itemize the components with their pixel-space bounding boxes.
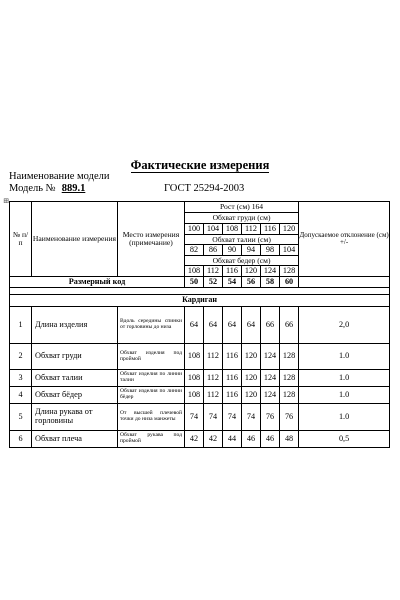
row-tolerance: 1.0 — [299, 387, 390, 404]
row-tolerance: 1.0 — [299, 404, 390, 431]
row-value: 64 — [204, 307, 223, 344]
table-move-handle-icon: ⊞ — [3, 197, 9, 205]
size-code-tolerance-empty — [299, 277, 390, 288]
model-number-label: Модель № — [9, 183, 56, 194]
row-value: 46 — [261, 431, 280, 448]
header-tolerance: Допускаемое отклонение (см) +/- — [299, 202, 390, 277]
table-row — [10, 370, 390, 387]
row-value: 64 — [223, 307, 242, 344]
size-code: 60 — [280, 277, 299, 288]
row-value: 112 — [204, 387, 223, 404]
row-value: 112 — [204, 370, 223, 387]
row-value: 74 — [185, 404, 204, 431]
row-place: От высшей плечевой точки до низа манжеты — [118, 404, 185, 431]
waist-value: 104 — [280, 245, 299, 256]
row-tolerance: 1.0 — [299, 344, 390, 370]
section-row — [10, 295, 390, 307]
hips-value: 108 — [185, 266, 204, 277]
row-value: 48 — [280, 431, 299, 448]
row-value: 76 — [261, 404, 280, 431]
row-tolerance: 1.0 — [299, 370, 390, 387]
model-name-label: Наименование модели — [9, 171, 110, 182]
size-code: 54 — [223, 277, 242, 288]
hips-value: 116 — [223, 266, 242, 277]
model-number: 889.1 — [61, 183, 86, 194]
row-number: 4 — [10, 387, 32, 404]
hips-value: 120 — [242, 266, 261, 277]
row-value: 112 — [204, 344, 223, 370]
row-value: 108 — [185, 344, 204, 370]
chest-value: 104 — [204, 224, 223, 235]
chest-value: 108 — [223, 224, 242, 235]
row-value: 74 — [242, 404, 261, 431]
row-value: 124 — [261, 370, 280, 387]
hips-value: 128 — [280, 266, 299, 277]
hips-value: 112 — [204, 266, 223, 277]
model-number-line — [9, 183, 399, 194]
section-label: Кардиган — [10, 295, 390, 307]
row-name: Обхват талии — [32, 370, 118, 387]
row-number: 3 — [10, 370, 32, 387]
header-place: Место измерения (примечание) — [118, 202, 185, 277]
spacer-row — [10, 288, 390, 295]
waist-value: 82 — [185, 245, 204, 256]
table-row — [10, 431, 390, 448]
row-name: Обхват бёдер — [32, 387, 118, 404]
header-height: Рост (см) 164 — [185, 202, 299, 213]
header-hips: Обхват бедер (см) — [185, 256, 299, 266]
table-row — [10, 404, 390, 431]
row-name: Обхват плеча — [32, 431, 118, 448]
header-waist: Обхват талии (см) — [185, 235, 299, 245]
header-name: Наименование измерения — [32, 202, 118, 277]
chest-value: 100 — [185, 224, 204, 235]
row-place: Обхват изделия по линии бёдер — [118, 387, 185, 404]
row-tolerance: 2,0 — [299, 307, 390, 344]
size-code: 58 — [261, 277, 280, 288]
row-value: 74 — [204, 404, 223, 431]
row-value: 46 — [242, 431, 261, 448]
size-code-row — [10, 277, 390, 288]
hips-value: 124 — [261, 266, 280, 277]
row-value: 108 — [185, 370, 204, 387]
row-value: 124 — [261, 387, 280, 404]
row-place: Обхват рукава под проймой — [118, 431, 185, 448]
gost-standard: ГОСТ 25294-2003 — [164, 183, 245, 194]
row-place: Вдоль середины спинки от горловины до низа — [118, 307, 185, 344]
chest-value: 116 — [261, 224, 280, 235]
row-value: 128 — [280, 387, 299, 404]
header-chest: Обхват груди (см) — [185, 213, 299, 224]
row-value: 76 — [280, 404, 299, 431]
row-name: Обхват груди — [32, 344, 118, 370]
row-place: Обхват изделия под проймой — [118, 344, 185, 370]
spacer-cell — [10, 288, 390, 295]
row-place: Обхват изделия по линии талии — [118, 370, 185, 387]
row-value: 120 — [242, 344, 261, 370]
document-title-text: Фактические измерения — [130, 158, 270, 172]
row-value: 42 — [204, 431, 223, 448]
row-name: Длина изделия — [32, 307, 118, 344]
row-value: 44 — [223, 431, 242, 448]
row-tolerance: 0,5 — [299, 431, 390, 448]
row-value: 108 — [185, 387, 204, 404]
chest-value: 120 — [280, 224, 299, 235]
size-code: 56 — [242, 277, 261, 288]
waist-value: 86 — [204, 245, 223, 256]
row-number: 5 — [10, 404, 32, 431]
row-value: 120 — [242, 387, 261, 404]
chest-value: 112 — [242, 224, 261, 235]
row-value: 42 — [185, 431, 204, 448]
row-value: 120 — [242, 370, 261, 387]
row-value: 66 — [280, 307, 299, 344]
waist-value: 98 — [261, 245, 280, 256]
header-row-number: № п/ п — [10, 202, 32, 277]
table-row — [10, 387, 390, 404]
row-value: 128 — [280, 344, 299, 370]
row-value: 66 — [261, 307, 280, 344]
size-code: 50 — [185, 277, 204, 288]
row-value: 64 — [242, 307, 261, 344]
row-value: 116 — [223, 370, 242, 387]
row-value: 64 — [185, 307, 204, 344]
waist-value: 90 — [223, 245, 242, 256]
size-code: 52 — [204, 277, 223, 288]
row-value: 116 — [223, 387, 242, 404]
row-number: 2 — [10, 344, 32, 370]
size-code-label: Размерный код — [10, 277, 185, 288]
row-value: 128 — [280, 370, 299, 387]
table-row — [10, 344, 390, 370]
row-value: 124 — [261, 344, 280, 370]
row-name: Длина рукава от горловины — [32, 404, 118, 431]
row-value: 116 — [223, 344, 242, 370]
row-value: 74 — [223, 404, 242, 431]
measurements-table — [9, 201, 390, 448]
table-row — [10, 307, 390, 344]
waist-value: 94 — [242, 245, 261, 256]
row-number: 6 — [10, 431, 32, 448]
row-number: 1 — [10, 307, 32, 344]
